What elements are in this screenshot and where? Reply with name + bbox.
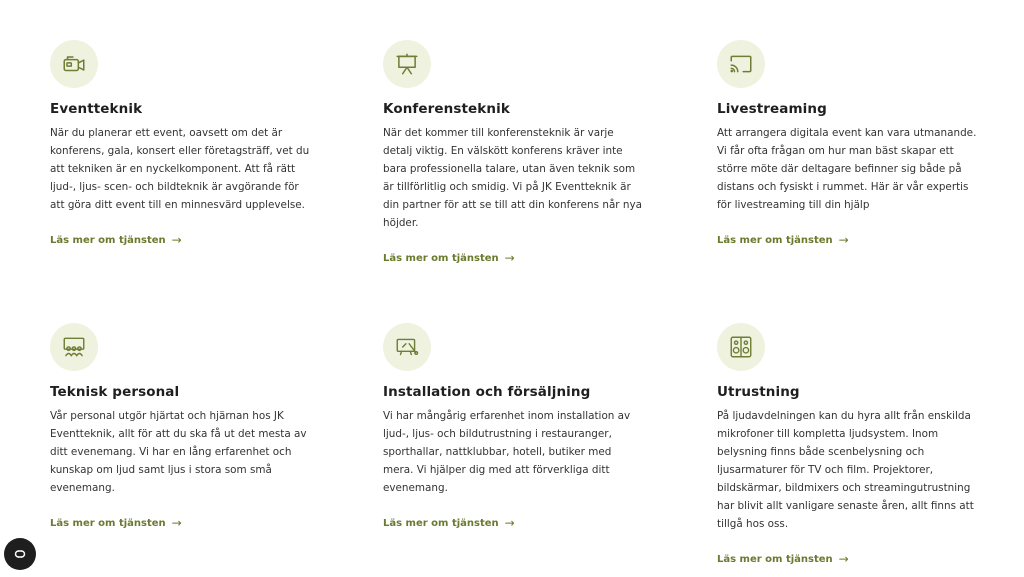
cookie-settings-button[interactable]: [4, 538, 36, 570]
read-more-link[interactable]: [717, 234, 849, 246]
service-card-utrustning: [717, 323, 979, 566]
arrow-right-icon: →: [838, 233, 849, 247]
service-card-livestreaming: [717, 40, 979, 247]
arrow-right-icon: →: [171, 233, 182, 247]
read-more-label: Läs mer om tjänsten: [383, 517, 499, 529]
service-card-installation: [383, 323, 645, 530]
service-title: Eventteknik: [50, 101, 143, 117]
service-title: Livestreaming: [717, 101, 827, 117]
arrow-right-icon: →: [504, 516, 515, 530]
service-card-konferensteknik: [383, 40, 645, 265]
service-description: Vår personal utgör hjärtat och hjärnan hos JK Eventteknik, allt för att du ska få ut det mesta av ditt evenemang. Vi har en lång erfarenhet och kunskap om ljud samt ljus i stora som små evenemang.: [50, 410, 307, 494]
cast-screen-icon: [717, 40, 765, 88]
service-description: På ljudavdelningen kan du hyra allt från enskilda mikrofoner till kompletta ljudsystem. Inom belysning finns både scenbelysning och ljusarmaturer för TV och film. Projektorer, bildskärmar, bildmixers och streamingutrustning har blivit allt vanligare senaste åren, allt finns att tillgå hos oss.: [717, 410, 974, 530]
service-card-teknisk-personal: [50, 323, 312, 530]
read-more-label: Läs mer om tjänsten: [383, 252, 499, 264]
arrow-right-icon: →: [171, 516, 182, 530]
read-more-label: Läs mer om tjänsten: [717, 553, 833, 565]
read-more-link[interactable]: [383, 252, 515, 264]
read-more-label: Läs mer om tjänsten: [50, 234, 166, 246]
service-description: Vi har mångårig erfarenhet inom installation av ljud-, ljus- och bildutrustning i restauranger, sporthallar, nattklubbar, hotell, butiker med mera. Vi hjälper dig med att förverkliga ditt evenemang.: [383, 410, 631, 494]
read-more-label: Läs mer om tjänsten: [50, 517, 166, 529]
event-camera-icon: [50, 40, 98, 88]
arrow-right-icon: →: [838, 552, 849, 566]
read-more-link[interactable]: [50, 234, 182, 246]
screen-tools-icon: [383, 323, 431, 371]
service-description: När du planerar ett event, oavsett om det är konferens, gala, konsert eller företagsträff, vet du att tekniken är en nyckelkomponent. Att få rätt ljud-, ljus- scen- och bildteknik är avgörande för att göra ditt event till en minnesvärd upplevelse.: [50, 127, 310, 211]
service-title: Teknisk personal: [50, 384, 180, 400]
service-title: Utrustning: [717, 384, 800, 400]
service-description: Att arrangera digitala event kan vara utmanande. Vi får ofta frågan om hur man bäst skapar ett större möte där deltagare befinner sig både på distans och fysiskt i rummet. Här är vår expertis för livestreaming till din hjälp: [717, 127, 977, 211]
read-more-link[interactable]: [50, 517, 182, 529]
speaker-icon: [717, 323, 765, 371]
arrow-right-icon: →: [504, 251, 515, 265]
staff-group-icon: [50, 323, 98, 371]
read-more-link[interactable]: [383, 517, 515, 529]
service-title: Installation och försäljning: [383, 384, 591, 400]
presentation-board-icon: [383, 40, 431, 88]
service-card-eventteknik: [50, 40, 312, 247]
service-title: Konferensteknik: [383, 101, 510, 117]
read-more-link[interactable]: [717, 553, 849, 565]
read-more-label: Läs mer om tjänsten: [717, 234, 833, 246]
cookie-settings-icon: [11, 545, 29, 563]
service-description: När det kommer till konferensteknik är varje detalj viktig. En välskött konferens kräver inte bara professionella talare, utan även teknik som är tillförlitlig och smidig. Vi på JK Eventteknik är din partner för att se till att din konferens når nya höjder.: [383, 127, 642, 229]
